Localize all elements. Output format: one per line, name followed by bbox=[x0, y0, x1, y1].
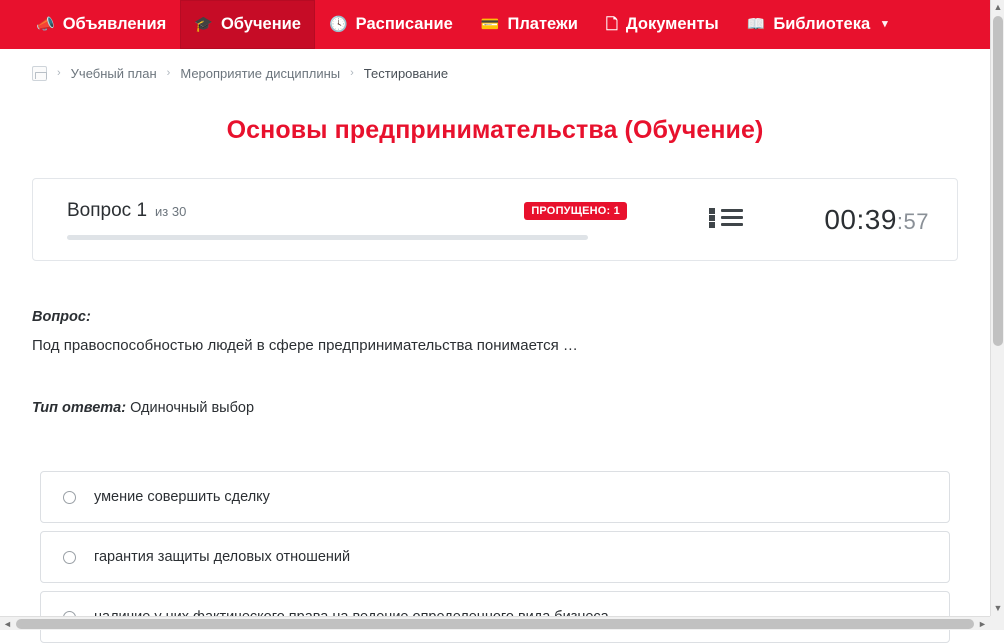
credit-card-icon: 💳 bbox=[480, 16, 500, 33]
radio-button-icon[interactable] bbox=[63, 491, 76, 504]
nav-item-payments[interactable] bbox=[467, 0, 592, 49]
nav-item-schedule[interactable] bbox=[315, 0, 467, 49]
megaphone-icon: 📣 bbox=[36, 16, 55, 33]
scroll-left-arrow-icon[interactable]: ◄ bbox=[3, 619, 12, 629]
timer-seconds: :57 bbox=[896, 208, 929, 234]
list-line-icon bbox=[721, 216, 743, 219]
main-navigation bbox=[0, 0, 990, 49]
status-badge-skipped: ПРОПУЩЕНО: 1 bbox=[524, 202, 627, 220]
question-text: Под правоспособностью людей в сфере предпринимательства понимается … bbox=[32, 337, 578, 354]
progress-bar bbox=[67, 235, 588, 240]
nav-item-label: Библиотека bbox=[773, 15, 871, 34]
timer-minutes: 00:39 bbox=[824, 203, 897, 235]
question-block bbox=[32, 309, 958, 354]
answer-option-2[interactable] bbox=[40, 531, 950, 583]
answer-type-block bbox=[32, 400, 958, 416]
list-bullet-icon bbox=[709, 222, 715, 228]
nav-item-label: Объявления bbox=[62, 15, 167, 34]
breadcrumb-separator: › bbox=[57, 67, 61, 79]
answer-option-label: гарантия защиты деловых отношений bbox=[94, 549, 351, 565]
question-number: Вопрос 1 bbox=[67, 199, 148, 221]
clock-icon: 🕓 bbox=[328, 16, 348, 33]
nav-item-label: Обучение bbox=[220, 15, 301, 34]
question-progress-area bbox=[67, 200, 627, 240]
question-list-icon[interactable] bbox=[709, 207, 743, 233]
horizontal-scrollbar-thumb[interactable] bbox=[16, 619, 974, 629]
answer-type-label: Тип ответа: bbox=[32, 400, 127, 416]
scroll-up-arrow-icon[interactable]: ▲ bbox=[993, 2, 1003, 12]
question-total: из 30 bbox=[155, 203, 187, 219]
nav-item-label: Документы bbox=[625, 15, 719, 34]
nav-item-training[interactable] bbox=[180, 0, 315, 49]
countdown-timer bbox=[824, 204, 929, 236]
nav-item-library[interactable] bbox=[733, 0, 902, 49]
graduation-cap-icon: 🎓 bbox=[194, 16, 213, 33]
question-prompt-label: Вопрос: bbox=[32, 309, 91, 325]
nav-item-announcements[interactable] bbox=[22, 0, 180, 49]
vertical-scrollbar[interactable] bbox=[990, 0, 1004, 616]
breadcrumb-separator: › bbox=[166, 67, 171, 79]
list-bullet-icon bbox=[709, 215, 715, 221]
radio-button-icon[interactable] bbox=[63, 551, 76, 564]
question-body bbox=[0, 309, 990, 416]
answer-option-1[interactable] bbox=[40, 471, 950, 523]
list-line-icon bbox=[721, 209, 743, 212]
vertical-scrollbar-thumb[interactable] bbox=[993, 16, 1003, 346]
answer-type-value: Одиночный выбор bbox=[130, 400, 255, 416]
question-list-toggle-area bbox=[627, 207, 824, 233]
question-number-row bbox=[67, 200, 627, 222]
list-line-icon bbox=[721, 223, 743, 226]
chevron-down-icon: ▾ bbox=[882, 18, 888, 30]
scroll-right-arrow-icon[interactable]: ► bbox=[978, 619, 987, 629]
home-icon[interactable] bbox=[32, 66, 47, 81]
nav-item-documents[interactable] bbox=[592, 0, 733, 49]
nav-item-label: Платежи bbox=[507, 15, 578, 34]
horizontal-scrollbar[interactable] bbox=[0, 616, 1004, 630]
answer-option-label: умение совершить сделку bbox=[94, 489, 270, 505]
book-icon: 📖 bbox=[746, 16, 766, 33]
question-header-card bbox=[32, 178, 958, 261]
breadcrumb bbox=[0, 49, 990, 97]
page-title: Основы предпринимательства (Обучение) bbox=[226, 116, 764, 144]
breadcrumb-item-discipline-event[interactable]: Мероприятие дисциплины bbox=[180, 65, 341, 81]
breadcrumb-item-testing: Тестирование bbox=[363, 65, 449, 81]
breadcrumb-separator: › bbox=[350, 67, 354, 79]
scrollbar-corner bbox=[990, 616, 1004, 630]
list-bullet-icon bbox=[709, 208, 715, 214]
breadcrumb-item-curriculum[interactable]: Учебный план bbox=[70, 65, 157, 81]
scroll-down-arrow-icon[interactable]: ▼ bbox=[993, 603, 1003, 613]
nav-item-label: Расписание bbox=[355, 15, 453, 34]
document-icon: 🗋 bbox=[605, 16, 618, 33]
